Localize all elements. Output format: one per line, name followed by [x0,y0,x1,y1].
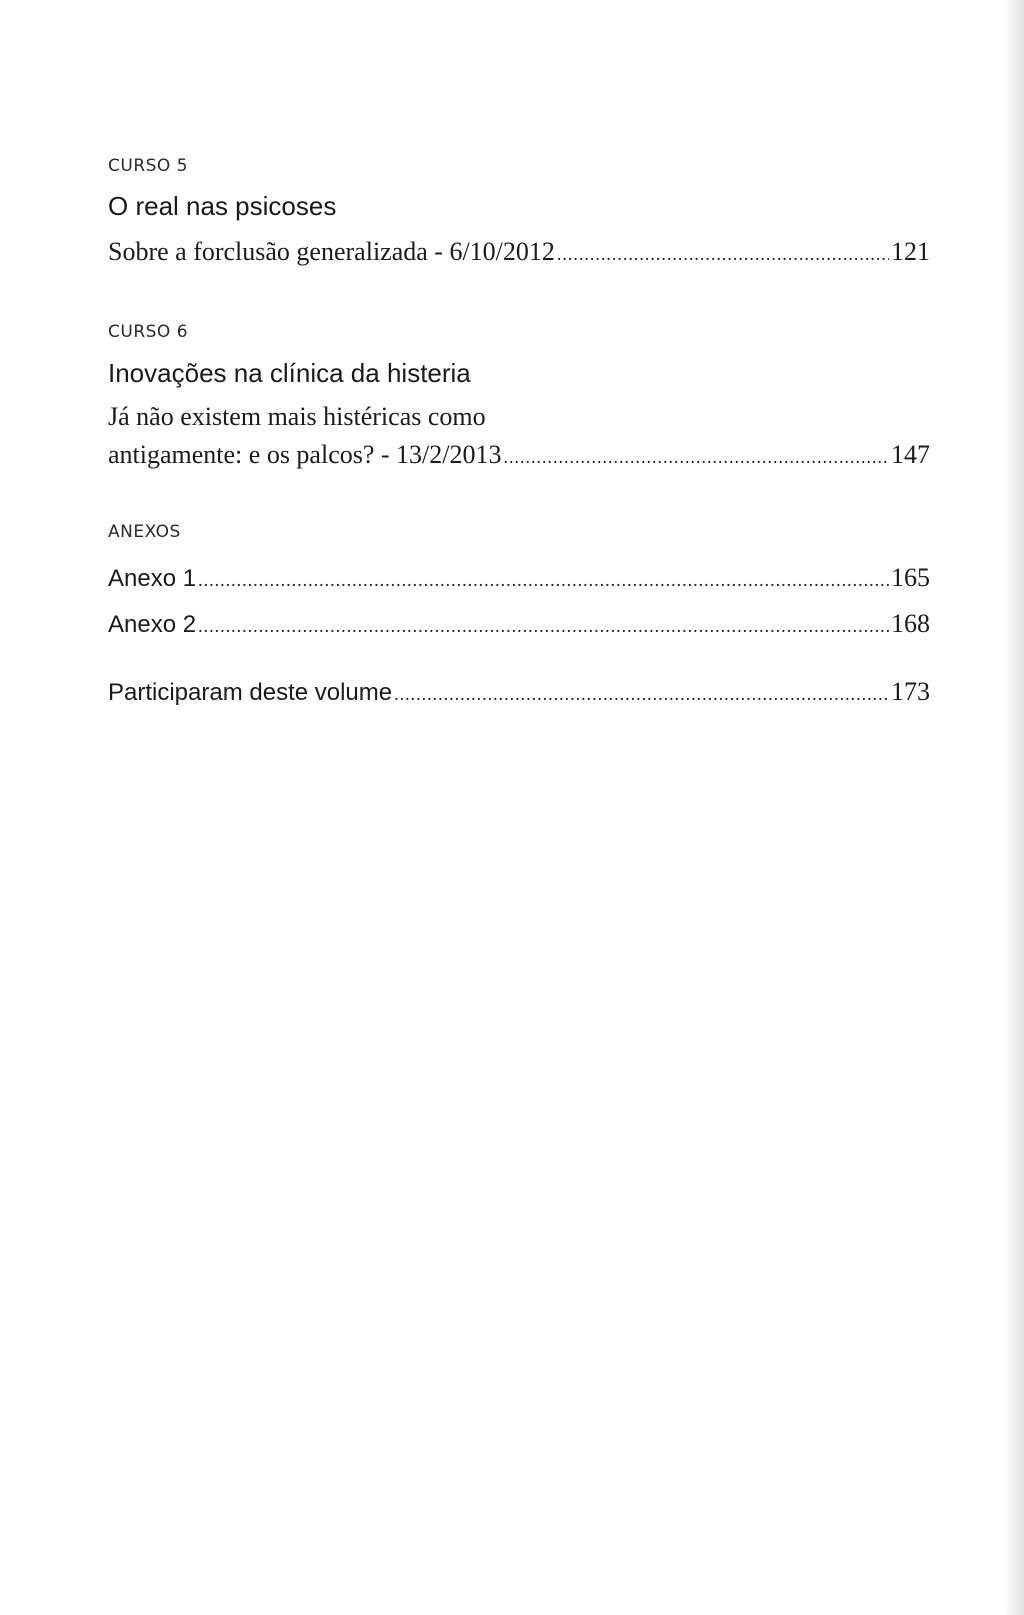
section-label: CURSO 5 [108,156,189,176]
entry-title-line-1[interactable]: Já não existem mais histéricas como [108,402,486,431]
entry-title: Anexo 1 [108,565,197,592]
page-number: 173 [891,677,930,706]
page-edge-shadow [1002,0,1024,1615]
toc-entry[interactable] [108,439,930,473]
section-heading: O real nas psicoses [108,191,337,221]
entry-title: Anexo 2 [108,611,197,638]
dot-leader [504,441,889,473]
entry-title: Sobre a forclusão generalizada - 6/10/2012 [108,237,555,266]
section-curso-6 [108,321,930,473]
section-curso-5 [108,155,930,270]
page-number: 168 [891,609,930,638]
entry-title-line-2: antigamente: e os palcos? - 13/2/2013 [108,440,502,469]
toc-entry[interactable] [108,677,930,709]
entry-title: Participaram deste volume [108,679,393,706]
dot-leader [557,238,889,270]
section-participaram [108,677,930,709]
dot-leader [198,611,889,641]
section-anexos [108,521,930,641]
table-of-contents [108,155,930,709]
section-label: ANEXOS [108,522,181,542]
toc-entry[interactable] [108,236,930,270]
toc-entry[interactable] [108,563,930,595]
toc-entry[interactable] [108,609,930,641]
page-number: 147 [891,440,930,469]
dot-leader [198,565,889,595]
section-heading: Inovações na clínica da histeria [108,358,471,388]
section-label: CURSO 6 [108,322,189,342]
dot-leader [394,679,889,709]
page-number: 165 [891,563,930,592]
page-number: 121 [891,237,930,266]
